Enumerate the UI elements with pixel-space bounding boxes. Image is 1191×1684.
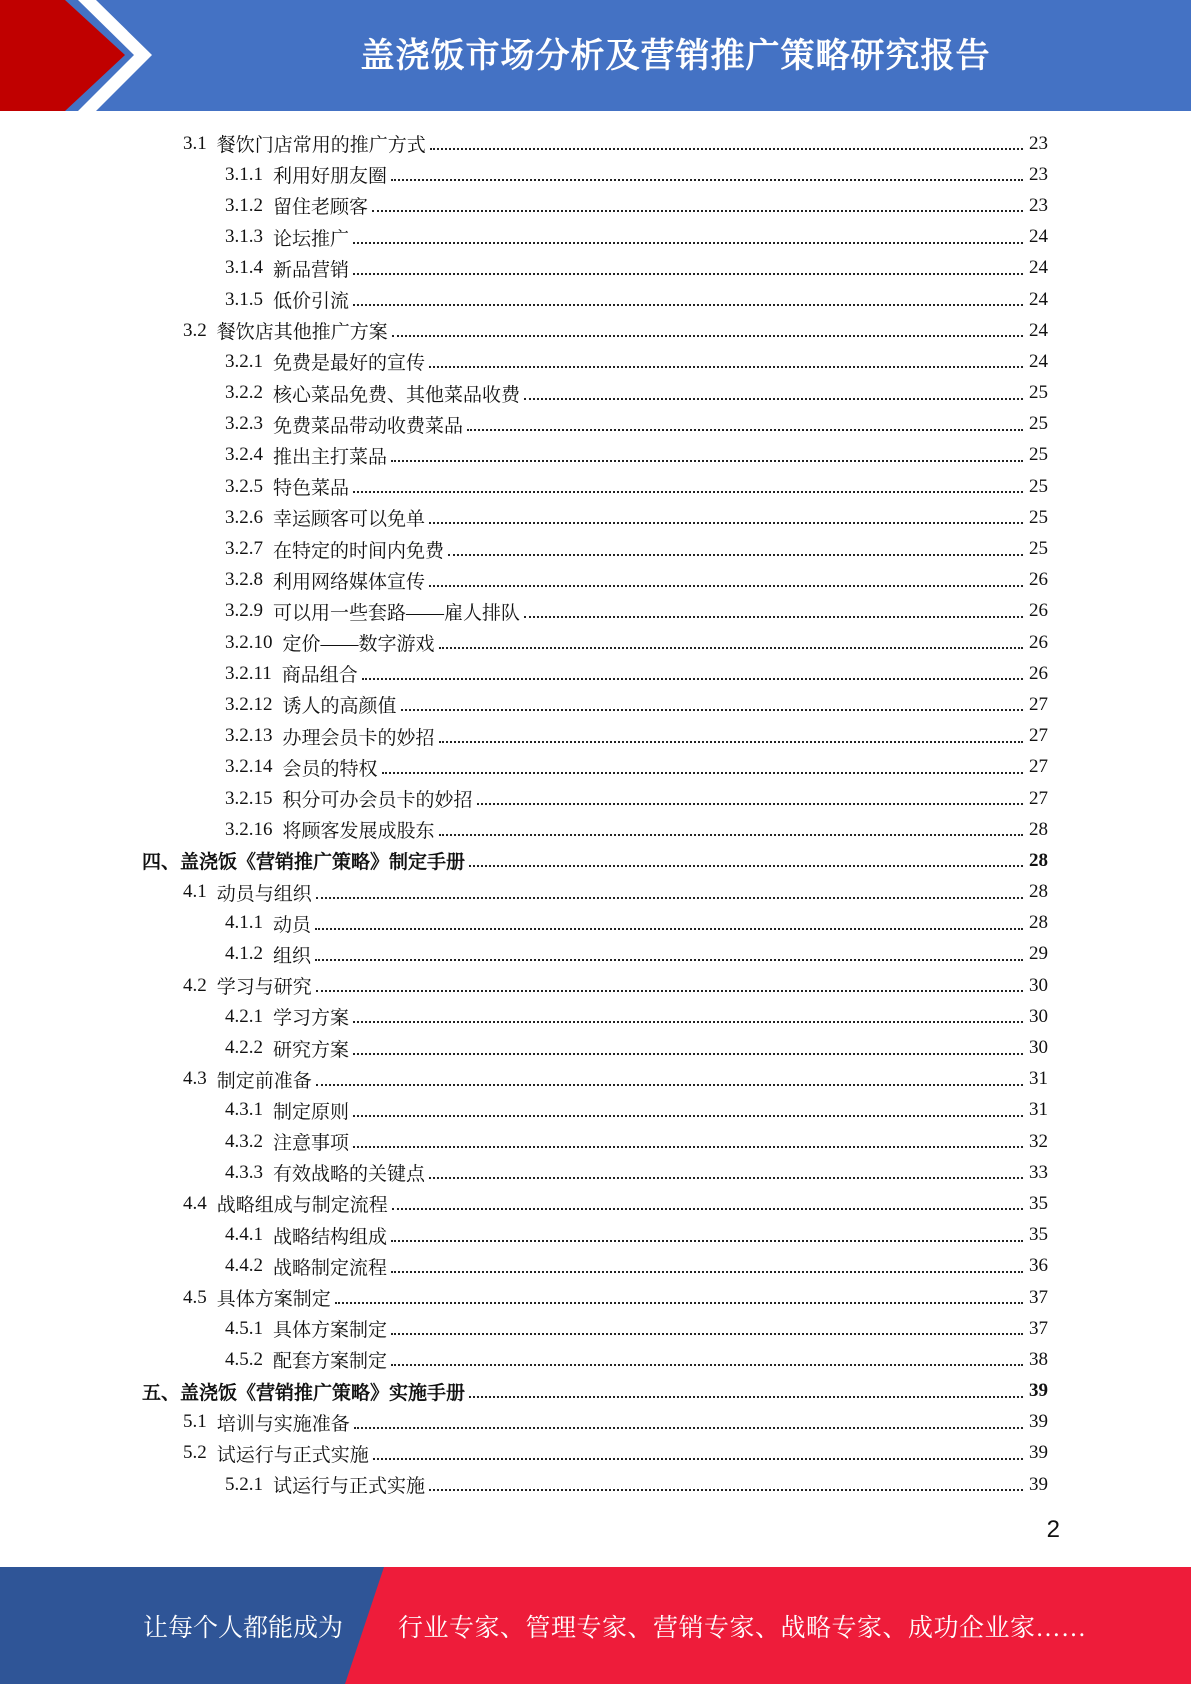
- toc-entry-page: 32: [1029, 1130, 1048, 1152]
- toc-entry-title: 餐饮门店常用的推广方式: [216, 135, 426, 157]
- toc-dot-leader: [353, 490, 1023, 493]
- toc-entry-title: 具体方案制定: [216, 1289, 331, 1311]
- toc-dot-leader: [439, 833, 1023, 836]
- toc-entry-title: 试运行与正式实施: [216, 1444, 369, 1466]
- toc-entry[interactable]: [0, 1095, 1191, 1126]
- toc-entry-title: 在特定的时间内免费: [273, 540, 445, 562]
- toc-entry-page: 25: [1029, 475, 1048, 497]
- toc-entry-page: 31: [1029, 1068, 1048, 1090]
- toc-dot-leader: [391, 1363, 1023, 1366]
- toc-dot-leader: [353, 272, 1023, 275]
- toc-entry-page: 29: [1029, 943, 1048, 965]
- toc-entry[interactable]: [0, 533, 1191, 564]
- toc-entry-title: 制定原则: [273, 1101, 350, 1123]
- toc-dot-leader: [429, 1488, 1023, 1491]
- toc-entry-page: 35: [1029, 1224, 1048, 1246]
- toc-entry-number: 3.1.5: [225, 288, 263, 310]
- toc-entry-page: 27: [1029, 725, 1048, 747]
- toc-entry[interactable]: [0, 1001, 1191, 1032]
- toc-entry[interactable]: [0, 908, 1191, 939]
- toc-entry-page: 23: [1029, 194, 1048, 216]
- toc-entry-page: 24: [1029, 257, 1048, 279]
- toc-entry-number: 3.2.14: [225, 756, 273, 778]
- toc-dot-leader: [477, 802, 1023, 805]
- toc-entry[interactable]: [0, 1220, 1191, 1251]
- toc-entry-title: 五、盖浇饭《营销推广策略》实施手册: [142, 1382, 466, 1404]
- toc-entry-number: 3.2.9: [225, 600, 263, 622]
- toc-entry-page: 26: [1029, 662, 1048, 684]
- toc-entry[interactable]: [0, 409, 1191, 440]
- toc-entry-title: 幸运顾客可以免单: [273, 509, 426, 531]
- toc-entry[interactable]: [0, 128, 1191, 159]
- toc-entry-number: 4.4: [183, 1192, 207, 1214]
- toc-entry-page: 24: [1029, 350, 1048, 372]
- toc-entry-page: 30: [1029, 1005, 1048, 1027]
- toc-entry[interactable]: [0, 689, 1191, 720]
- toc-entry-page: 26: [1029, 631, 1048, 653]
- toc-dot-leader: [315, 927, 1023, 930]
- toc-dot-leader: [467, 428, 1023, 431]
- toc-entry-title: 利用网络媒体宣传: [273, 571, 426, 593]
- toc-entry-page: 26: [1029, 600, 1048, 622]
- toc-entry-title: 推出主打菜品: [273, 446, 388, 468]
- toc-entry-title: 免费菜品带动收费菜品: [273, 415, 464, 437]
- toc-entry[interactable]: [0, 190, 1191, 221]
- footer-banner: [0, 1567, 1191, 1684]
- toc-entry-page: 31: [1029, 1099, 1048, 1121]
- toc-entry-page: 24: [1029, 319, 1048, 341]
- toc-entry-page: 23: [1029, 132, 1048, 154]
- toc-entry-number: 3.2.13: [225, 725, 273, 747]
- toc-entry-title: 学习与研究: [216, 977, 312, 999]
- toc-entry-page: 27: [1029, 756, 1048, 778]
- toc-entry-number: 3.2.1: [225, 350, 263, 372]
- toc-entry-title: 学习方案: [273, 1008, 350, 1030]
- toc-entry-number: 4.1.2: [225, 943, 263, 965]
- toc-dot-leader: [391, 1270, 1023, 1273]
- toc-entry[interactable]: [0, 1188, 1191, 1219]
- toc-entry-title: 论坛推广: [273, 228, 350, 250]
- toc-entry-page: 30: [1029, 974, 1048, 996]
- toc-entry[interactable]: [0, 721, 1191, 752]
- footer-slogan-right: 行业专家、管理专家、营销专家、战略专家、成功企业家……: [398, 1614, 1087, 1642]
- toc-entry-page: 35: [1029, 1192, 1048, 1214]
- toc-entry-number: 4.1.1: [225, 912, 263, 934]
- toc-entry-number: 4.4.2: [225, 1255, 263, 1277]
- toc-entry-page: 36: [1029, 1255, 1048, 1277]
- toc-entry[interactable]: [0, 1032, 1191, 1063]
- toc-entry-title: 定价——数字游戏: [282, 634, 435, 656]
- toc-entry-page: 28: [1029, 881, 1048, 903]
- toc-dot-leader: [469, 1395, 1023, 1398]
- toc-dot-leader: [362, 677, 1023, 680]
- toc-dot-leader: [373, 1457, 1023, 1460]
- page-number: 2: [1046, 1516, 1060, 1543]
- toc-dot-leader: [382, 771, 1023, 774]
- toc-entry-page: 27: [1029, 693, 1048, 715]
- toc-entry[interactable]: [0, 565, 1191, 596]
- toc-entry-title: 战略结构组成: [273, 1226, 388, 1248]
- toc-dot-leader: [372, 209, 1023, 212]
- toc-entry-number: 3.2.4: [225, 444, 263, 466]
- toc-entry-title: 培训与实施准备: [216, 1413, 350, 1435]
- toc-dot-leader: [353, 1114, 1023, 1117]
- toc-entry[interactable]: [0, 1126, 1191, 1157]
- toc-entry-number: 3.2.10: [225, 631, 273, 653]
- toc-entry-title: 战略组成与制定流程: [216, 1195, 388, 1217]
- toc-entry-title: 免费是最好的宣传: [273, 353, 426, 375]
- toc-entry-title: 诱人的高颜值: [282, 696, 397, 718]
- toc-entry-page: 30: [1029, 1037, 1048, 1059]
- toc-entry-number: 3.1: [183, 132, 207, 154]
- toc-entry-number: 4.4.1: [225, 1224, 263, 1246]
- toc-entry[interactable]: [0, 970, 1191, 1001]
- toc-entry-number: 3.2: [183, 319, 207, 341]
- toc-dot-leader: [439, 740, 1023, 743]
- toc-entry[interactable]: [0, 1407, 1191, 1438]
- toc-dot-leader: [448, 553, 1023, 556]
- toc-entry-number: 3.2.6: [225, 506, 263, 528]
- toc-entry-page: 37: [1029, 1286, 1048, 1308]
- toc-entry-number: 4.2.1: [225, 1005, 263, 1027]
- toc-entry-title: 制定前准备: [216, 1070, 312, 1092]
- toc-dot-leader: [391, 178, 1023, 181]
- toc-dot-leader: [392, 1207, 1023, 1210]
- toc-dot-leader: [316, 1083, 1023, 1086]
- toc-dot-leader: [401, 708, 1023, 711]
- toc-entry-title: 低价引流: [273, 291, 350, 313]
- toc-dot-leader: [316, 896, 1023, 899]
- toc-entry-title: 研究方案: [273, 1039, 350, 1061]
- toc-entry[interactable]: [0, 346, 1191, 377]
- toc-entry-number: 4.3.2: [225, 1130, 263, 1152]
- toc-entry[interactable]: [0, 253, 1191, 284]
- toc-entry-title: 动员: [273, 914, 312, 936]
- toc-entry[interactable]: [0, 1438, 1191, 1469]
- toc-entry-page: 39: [1029, 1411, 1048, 1433]
- toc-entry[interactable]: [0, 814, 1191, 845]
- toc-entry-title: 将顾客发展成股东: [282, 821, 435, 843]
- toc-dot-leader: [391, 1239, 1023, 1242]
- toc-entry-page: 39: [1029, 1442, 1048, 1464]
- toc-entry-page: 23: [1029, 163, 1048, 185]
- toc-entry[interactable]: [0, 596, 1191, 627]
- toc-entry[interactable]: [0, 284, 1191, 315]
- toc-entry-page: 24: [1029, 288, 1048, 310]
- toc-entry-title: 办理会员卡的妙招: [282, 727, 435, 749]
- toc-entry[interactable]: [0, 159, 1191, 190]
- toc-entry[interactable]: [0, 502, 1191, 533]
- toc-entry-number: 3.2.16: [225, 818, 273, 840]
- toc-entry-page: 25: [1029, 382, 1048, 404]
- toc-entry[interactable]: [0, 1376, 1191, 1407]
- toc-entry-title: 特色菜品: [273, 478, 350, 500]
- toc-entry-number: 4.2: [183, 974, 207, 996]
- toc-dot-leader: [429, 1176, 1023, 1179]
- toc-entry-page: 26: [1029, 569, 1048, 591]
- toc-entry-title: 留住老顾客: [273, 197, 369, 219]
- toc-entry[interactable]: [0, 222, 1191, 253]
- header-banner: [0, 0, 1191, 111]
- toc-entry-number: 4.3: [183, 1068, 207, 1090]
- toc-entry-page: 28: [1029, 818, 1048, 840]
- toc-entry[interactable]: [0, 1313, 1191, 1344]
- toc-entry-number: 3.2.3: [225, 413, 263, 435]
- toc-dot-leader: [353, 241, 1023, 244]
- toc-entry[interactable]: [0, 471, 1191, 502]
- toc-entry-number: 5.2.1: [225, 1473, 263, 1495]
- toc-entry[interactable]: [0, 1251, 1191, 1282]
- toc-entry-page: 33: [1029, 1161, 1048, 1183]
- toc-dot-leader: [316, 989, 1023, 992]
- toc-dot-leader: [439, 646, 1023, 649]
- toc-entry-number: 3.1.2: [225, 194, 263, 216]
- toc-entry-title: 动员与组织: [216, 883, 312, 905]
- toc-entry[interactable]: [0, 315, 1191, 346]
- toc-entry-page: 25: [1029, 444, 1048, 466]
- toc-entry[interactable]: [0, 1344, 1191, 1375]
- toc-entry[interactable]: [0, 658, 1191, 689]
- toc-entry-number: 4.3.3: [225, 1161, 263, 1183]
- toc-entry-page: 28: [1029, 849, 1048, 871]
- toc-entry-title: 新品营销: [273, 259, 350, 281]
- toc-entry-title: 商品组合: [281, 665, 358, 687]
- footer-slogan-left: 让每个人都能成为: [143, 1614, 344, 1642]
- toc-entry-number: 3.2.12: [225, 693, 273, 715]
- toc-entry-number: 5.2: [183, 1442, 207, 1464]
- toc-entry-number: 3.2.2: [225, 382, 263, 404]
- toc-entry-title: 核心菜品免费、其他菜品收费: [273, 384, 521, 406]
- toc-entry-number: 3.2.5: [225, 475, 263, 497]
- toc-entry[interactable]: [0, 783, 1191, 814]
- toc-entry-number: 3.2.7: [225, 538, 263, 560]
- toc-entry-number: 3.2.11: [225, 662, 272, 684]
- toc-entry[interactable]: [0, 752, 1191, 783]
- toc-entry-title: 具体方案制定: [273, 1320, 388, 1342]
- toc-entry-number: 4.5.2: [225, 1348, 263, 1370]
- toc-entry[interactable]: [0, 877, 1191, 908]
- toc-dot-leader: [391, 459, 1023, 462]
- toc-entry[interactable]: [0, 627, 1191, 658]
- toc-entry-page: 25: [1029, 413, 1048, 435]
- toc-entry-number: 5.1: [183, 1411, 207, 1433]
- toc-entry-title: 可以用一些套路——雇人排队: [273, 602, 521, 624]
- toc-entry-page: 24: [1029, 226, 1048, 248]
- toc-entry-number: 3.2.15: [225, 787, 273, 809]
- toc-entry-number: 3.2.8: [225, 569, 263, 591]
- toc-dot-leader: [353, 1052, 1023, 1055]
- toc-entry-page: 39: [1029, 1473, 1048, 1495]
- toc-entry-number: 4.1: [183, 881, 207, 903]
- toc-entry-number: 4.5: [183, 1286, 207, 1308]
- toc-entry-number: 4.5.1: [225, 1317, 263, 1339]
- toc-entry[interactable]: [0, 1157, 1191, 1188]
- toc-dot-leader: [469, 864, 1023, 867]
- toc-entry-page: 28: [1029, 912, 1048, 934]
- toc-entry-number: 3.1.1: [225, 163, 263, 185]
- toc-entry-page: 37: [1029, 1317, 1048, 1339]
- toc-dot-leader: [429, 365, 1023, 368]
- toc-entry-title: 积分可办会员卡的妙招: [282, 790, 473, 812]
- toc-entry-page: 25: [1029, 538, 1048, 560]
- toc-entry[interactable]: [0, 1282, 1191, 1313]
- toc-entry-page: 27: [1029, 787, 1048, 809]
- toc-dot-leader: [524, 615, 1023, 618]
- toc-entry-title: 组织: [273, 945, 312, 967]
- toc-entry[interactable]: [0, 440, 1191, 471]
- toc-entry-title: 注意事项: [273, 1133, 350, 1155]
- toc-entry-title: 四、盖浇饭《营销推广策略》制定手册: [142, 852, 466, 874]
- document-title: 盖浇饭市场分析及营销推广策略研究报告: [360, 36, 991, 76]
- toc-entry-number: 3.1.4: [225, 257, 263, 279]
- toc-dot-leader: [354, 1426, 1023, 1429]
- toc-entry-title: 战略制定流程: [273, 1257, 388, 1279]
- toc-dot-leader: [353, 303, 1023, 306]
- toc-entry-title: 会员的特权: [282, 758, 378, 780]
- toc-entry-title: 利用好朋友圈: [273, 166, 388, 188]
- toc-dot-leader: [391, 1332, 1023, 1335]
- toc-dot-leader: [429, 584, 1023, 587]
- toc-dot-leader: [335, 1301, 1023, 1304]
- toc-entry[interactable]: [0, 845, 1191, 876]
- toc-dot-leader: [353, 1020, 1023, 1023]
- toc-entry-number: 4.2.2: [225, 1037, 263, 1059]
- toc-entry-title: 配套方案制定: [273, 1351, 388, 1373]
- toc-dot-leader: [353, 1145, 1023, 1148]
- toc-entry[interactable]: [0, 378, 1191, 409]
- toc-dot-leader: [429, 521, 1023, 524]
- toc-entry[interactable]: [0, 939, 1191, 970]
- toc-entry-page: 39: [1029, 1380, 1048, 1402]
- toc-entry-number: 4.3.1: [225, 1099, 263, 1121]
- toc-entry-page: 38: [1029, 1348, 1048, 1370]
- toc-dot-leader: [524, 397, 1023, 400]
- table-of-contents: [0, 128, 1191, 1500]
- toc-entry-title: 试运行与正式实施: [273, 1476, 426, 1498]
- toc-dot-leader: [392, 334, 1023, 337]
- toc-entry[interactable]: [0, 1469, 1191, 1500]
- toc-entry-number: 3.1.3: [225, 226, 263, 248]
- toc-entry-page: 25: [1029, 506, 1048, 528]
- toc-entry-title: 餐饮店其他推广方案: [216, 322, 388, 344]
- toc-dot-leader: [430, 147, 1023, 150]
- toc-entry[interactable]: [0, 1064, 1191, 1095]
- toc-dot-leader: [315, 958, 1023, 961]
- toc-entry-title: 有效战略的关键点: [273, 1164, 426, 1186]
